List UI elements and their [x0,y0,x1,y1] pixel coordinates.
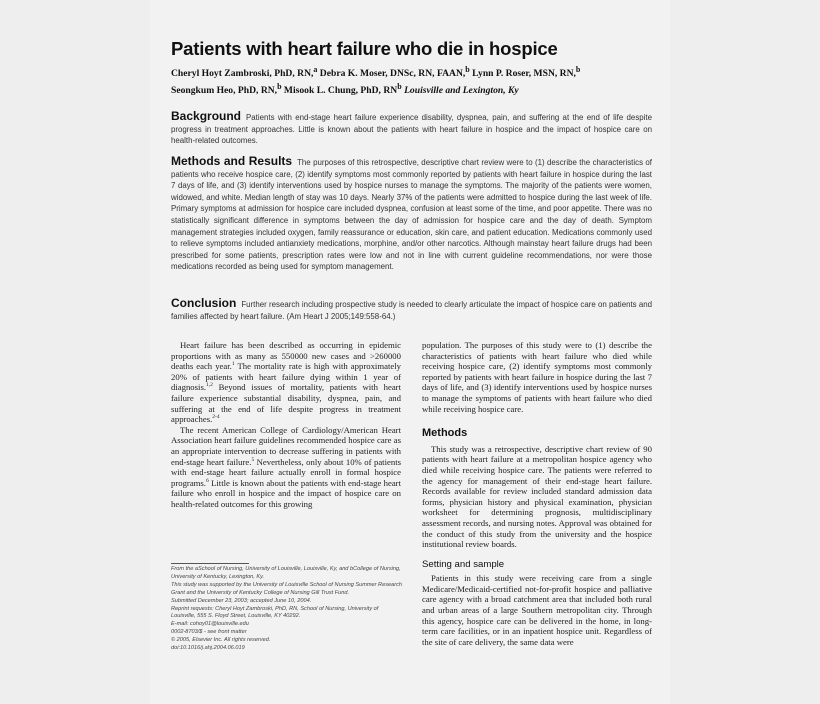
footnotes [171,566,403,653]
affiliation-mark: a [313,65,318,74]
paper-title: Patients with heart failure who die in hospice [171,38,558,59]
setting-paragraph: Patients in this study were receiving care from a single Medicare/Medicaid-certified not-for-profit hospice and palliative care agency with a broad catchment area that included both rural and urban areas of a large Southern metropolitan city. Through this agency, hospice care can be delivered in the home, in long-term care facilities, or in an inpatient hospice unit. Regardless of the site of care delivery, the same data were [422,573,652,647]
text-run: The mortality rate is high with approximately 20% of patients with heart failure dying within 1 year of diagnosis. [171,361,401,393]
footnote-copyright: © 2005, Elsevier Inc. All rights reserved. [171,637,271,644]
footnote-doi: doi:10.1016/j.ahj.2004.06.019 [171,645,245,652]
intro-paragraph-2 [171,425,401,510]
author-line-1b: Debra K. Moser, DNSc, RN, FAAN, [317,68,466,80]
citation-mark: 6 [205,477,209,484]
abstract-background-text: Patients with end-stage heart failure experience disability, dyspnea, pain, and suffering at the end of life despite progress in treatment approaches. Little is known about the patients with heart failure in hospice and the impact of hospice care on health-related outcomes. [171,113,652,146]
body-column-right [422,340,652,647]
footnote-issn: 0002-8703/$ - see front matter [171,629,247,636]
author-list [171,64,661,97]
author-line-1c: Lynn P. Roser, MSN, RN, [469,68,576,80]
abstract-conclusion [171,298,652,322]
affiliation-mark: b [277,81,282,91]
abstract-background [171,111,652,147]
author-line-1: Cheryl Hoyt Zambroski, PhD, RN, [171,68,314,80]
footnote-email: E-mail: cohoy01@louisville.edu [171,621,249,628]
author-line-2: Seongkum Heo, PhD, RN, [171,84,278,96]
footnote-funding: This study was supported by the University of Louisville School of Nursing Summer Research Grant and the University of Kentucky College of Nursing Gill Trust Fund. [171,581,402,596]
subsection-title-setting: Setting and sample [422,558,505,570]
abstract-methods-heading: Methods and Results [171,154,293,168]
text-run: Heart failure has been described as occurring in epidemic proportions with as many as 550000 new cases and >260000 deaths each year. [171,340,401,372]
citation-mark: 1,2 [206,382,213,389]
footnote-divider [171,563,249,564]
section-title-methods: Methods [422,427,468,440]
text-run: Beyond issues of mortality, patients with heart failure experience substantial disability, dyspnea, pain, and suffering at the end of life despite progress in treatment approaches. [171,382,401,425]
abstract-conclusion-heading: Conclusion [171,296,237,310]
citation-mark: 5 [251,456,255,463]
author-line-2b: Misook L. Chung, PhD, RN [281,84,398,96]
body-column-left [171,340,401,510]
text-run: Little is known about the patients with end-stage heart failure who enroll in hospice and the impact of hospice care on health-related outcomes for this growing [171,477,401,509]
affiliation-mark: b [465,65,470,74]
author-location: Louisville and Lexington, Ky [401,84,519,96]
methods-paragraph: This study was a retrospective, descriptive chart review of 90 patients with heart failure at a metropolitan hospice agency who died while receiving hospice care. The patients were referred to the agency for management of their end-stage heart failure. Records available for review included standard admission data forms, physician history and physical examination, physician worksheet for determining prognosis, multidisciplinary assessment records, and nursing notes. Approval was obtained for the conduct of this study from the university and the hospice institutional review boards. [422,443,652,550]
footnote-reprints: Reprint requests: Cheryl Hoyt Zambroski, PhD, RN, School of Nursing, University of Louisville, 555 S. Floyd Street, Louisville, KY 40292. [171,605,379,620]
intro-paragraph-1 [171,340,401,425]
text-run: Nevertheless, only about 10% of patients with end-stage heart failure actually enroll in formal hospice programs. [171,456,401,488]
affiliation-mark: b [397,81,402,91]
abstract-methods [171,156,652,273]
citation-mark: 2-4 [212,414,220,421]
abstract-background-heading: Background [171,109,242,123]
abstract-conclusion-text: Further research including prospective study is needed to clearly articulate the impact of hospice care on patients and families affected by heart failure. (Am Heart J 2005;149:558-64.) [171,300,652,321]
footnote-affiliation: From the aSchool of Nursing, University of Louisville, Louisville, Ky, and bCollege of Nursing, University of Kentucky, Lexington, Ky. [171,566,401,580]
citation-mark: 1 [231,361,235,368]
text-run: The recent American College of Cardiology/American Heart Association heart failure guidelines recommended hospice care as an appropriate intervention to decrease suffering in patients with end-stage heart failure. [171,424,401,467]
affiliation-mark: b [575,65,581,74]
abstract-methods-text: The purposes of this retrospective, descriptive chart review were to (1) describe the characteristics of patients who receive hospice care, (2) identify symptoms most commonly reported by patients with heart failure in hospice during the last 7 days of life, and (3) identify interventions used by hospice nurses to manage the symptoms. The majority of the patients were women, widowed, and white. Median length of stay was 10 days. Nearly 37% of the patients were admitted to hospice during the last week of life. Primary symptoms at admission for hospice care included dyspnea, confusion at least some of the time, and poor appetite. There was no statistically significant difference in symptoms between the day of admission for hospice care and the day of death. Symptom management strategies included oxygen, family reassurance or education, skin care, and patient education. Medications commonly used to relieve symptoms included antianxiety medications, morphine, and/or other narcotics. Although mainstay heart failure drugs had been prescribed for some patients, prescription rates were low and not in line with current guideline recommendations, nor were those medications recorded as being used for symptom management. [171,158,652,272]
footnote-dates: Submitted December 23, 2003; accepted June 10, 2004. [171,597,312,604]
intro-continued-paragraph: population. The purposes of this study were to (1) describe the characteristics of patients with heart failure who died while receiving hospice care, (2) identify symptoms most commonly reported by patients with heart failure in hospice during the last 7 days of life, and (3) identify interventions used by hospice nurses to manage the symptoms of patients with heart failure who died while receiving hospice care. [422,340,652,414]
